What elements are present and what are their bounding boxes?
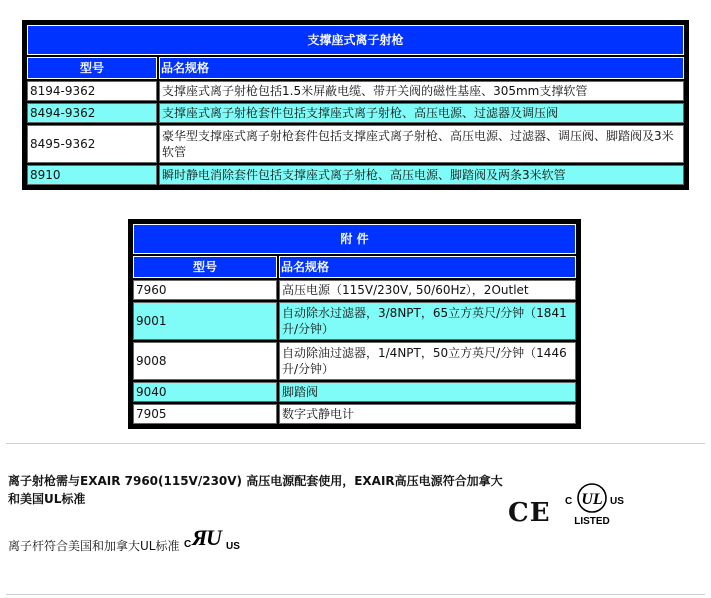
column-header-model: 型号 [27,57,157,79]
accessories-table [128,219,581,429]
model-cell: 8910 [27,165,157,185]
spec-cell: 自动除油过滤器，1/4NPT，50立方英尺/分钟（1446升/分钟） [279,342,576,380]
table-row [133,342,576,380]
model-cell: 8494-9362 [27,103,157,123]
model-cell: 9008 [133,342,277,380]
table-row [27,81,684,101]
ur-c-text: C [184,539,192,550]
ur-mark-glyph: Я [192,527,208,550]
ul-us-text: US [610,496,624,507]
divider-bottom [6,594,705,595]
table-row [27,125,684,163]
ul-mark-text: UL [581,491,603,508]
ul-listed-text: LISTED [574,516,610,526]
divider [6,443,705,444]
column-header-spec: 品名规格 [279,256,576,278]
ur-us-text: US [226,541,240,552]
model-cell: 8495-9362 [27,125,157,163]
spec-cell: 支撑座式离子射枪套件包括支撑座式离子射枪、高压电源、过滤器及调压阀 [159,103,684,123]
table-row [133,280,576,300]
spec-cell: 瞬时静电消除套件包括支撑座式离子射枪、高压电源、脚踏阀及两条3米软管 [159,165,684,185]
spec-cell: 自动除水过滤器，3/8NPT，65立方英尺/分钟（1841升/分钟） [279,302,576,340]
product-table [22,20,689,190]
power-supply-note: 离子射枪需与EXAIR 7960(115V/230V) 高压电源配套使用，EXAIR高压电源符合加拿大和美国UL标准 [8,474,503,506]
ur-recognized-logo [184,527,244,557]
column-header-spec: 品名规格 [159,57,684,79]
table-row [27,103,684,123]
spec-cell: 豪华型支撑座式离子射枪套件包括支撑座式离子射枪、高压电源、过滤器、调压阀、脚踏阀及3米软管 [159,125,684,163]
model-cell: 9040 [133,382,277,402]
ul-compliance-text: 离子杆符合美国和加拿大UL标准 [8,539,180,553]
table-row [133,382,576,402]
model-cell: 7960 [133,280,277,300]
model-cell: 9001 [133,302,277,340]
spec-cell: 支撑座式离子射枪包括1.5米屏蔽电缆、带开关阀的磁性基座、305mm支撑软管 [159,81,684,101]
spec-cell: 脚踏阀 [279,382,576,402]
ce-logo: CE [508,498,551,528]
table-title: 支撑座式离子射枪 [27,25,684,55]
table-title: 附 件 [133,224,576,254]
column-header-model: 型号 [133,256,277,278]
model-cell: 8194-9362 [27,81,157,101]
spec-cell: 数字式静电计 [279,404,576,424]
ul-listed-logo [565,478,627,526]
table-row [133,302,576,340]
spec-cell: 高压电源（115V/230V, 50/60Hz），2Outlet [279,280,576,300]
model-cell: 7905 [133,404,277,424]
table-row [27,165,684,185]
ul-compliance-note [8,537,179,555]
ur-mark-glyph2: U [206,527,222,550]
ul-c-text: C [565,496,573,507]
table-row [133,404,576,424]
